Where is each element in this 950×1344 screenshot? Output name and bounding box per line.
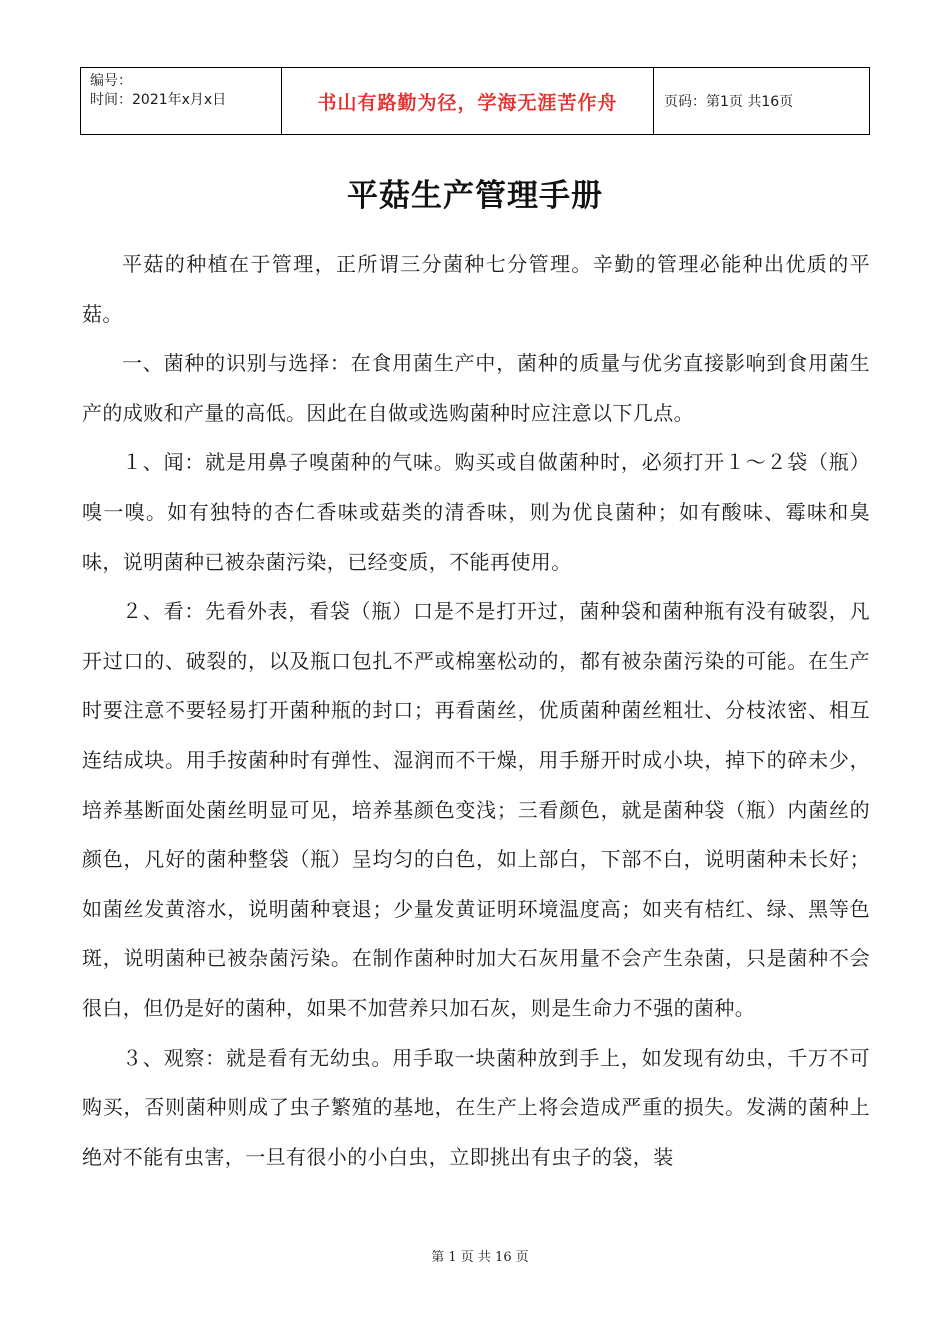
paragraph-look: ２、看：先看外表，看袋（瓶）口是不是打开过，菌种袋和菌种瓶有没有破裂，凡开过口的、破裂的，以及瓶口包扎不严或棉塞松动的，都有被杂菌污染的可能。在生产时要注意不要轻易打开菌种瓶的封口；再看菌丝，优质菌种菌丝粗壮、分枝浓密、相互连结成块。用手按菌种时有弹性、湿润而不干燥，用手掰开时成小块，掉下的碎未少，培养基断面处菌丝明显可见，培养基颜色变浅；三看颜色，就是菌种袋（瓶）内菌丝的颜色，凡好的菌种整袋（瓶）呈均匀的白色，如上部白，下部不白，说明菌种未长好；如菌丝发黄溶水，说明菌种衰退；少量发黄证明环境温度高；如夹有桔红、绿、黑等色斑，说明菌种已被杂菌污染。在制作菌种时加大石灰用量不会产生杂菌，只是菌种不会很白，但仍是好的菌种，如果不加营养只加石灰，则是生命力不强的菌种。 [82, 599, 870, 1020]
header-motto: 书山有路勤为径，学海无涯苦作舟 [317, 91, 618, 114]
header-motto-cell [282, 68, 654, 134]
page-header [80, 67, 870, 135]
paragraph-section-1: 一、菌种的识别与选择：在食用菌生产中，菌种的质量与优劣直接影响到食用菌生产的成败和产量的高低。因此在自做或选购菌种时应注意以下几点。 [82, 351, 870, 425]
paragraph-observe: ３、观察：就是看有无幼虫。用手取一块菌种放到手上，如发现有幼虫，千万不可购买，否则菌种则成了虫子繁殖的基地，在生产上将会造成严重的损失。发满的菌种上绝对不能有虫害，一旦有很小的小白虫，立即挑出有虫子的袋，装 [82, 1045, 870, 1169]
header-page-info: 页码：第1页 共16页 [664, 94, 794, 110]
paragraph-smell: １、闻：就是用鼻子嗅菌种的气味。购买或自做菌种时，必须打开１～２袋（瓶）嗅一嗅。如有独特的杏仁香味或菇类的清香味，则为优良菌种；如有酸味、霉味和臭味，说明菌种已被杂菌污染，已经变质，不能再使用。 [82, 450, 870, 574]
document-date-label: 时间：2021年x月x日 [90, 92, 227, 108]
header-meta-cell [80, 68, 282, 134]
page-footer: 第 1 页 共 16 页 [431, 1250, 529, 1265]
header-page-cell [654, 68, 870, 134]
document-number-label: 编号： [90, 73, 132, 89]
document-body [82, 240, 870, 1182]
paragraph-intro: 平菇的种植在于管理，正所谓三分菌种七分管理。辛勤的管理必能种出优质的平菇。 [82, 252, 870, 326]
document-title: 平菇生产管理手册 [347, 178, 603, 214]
